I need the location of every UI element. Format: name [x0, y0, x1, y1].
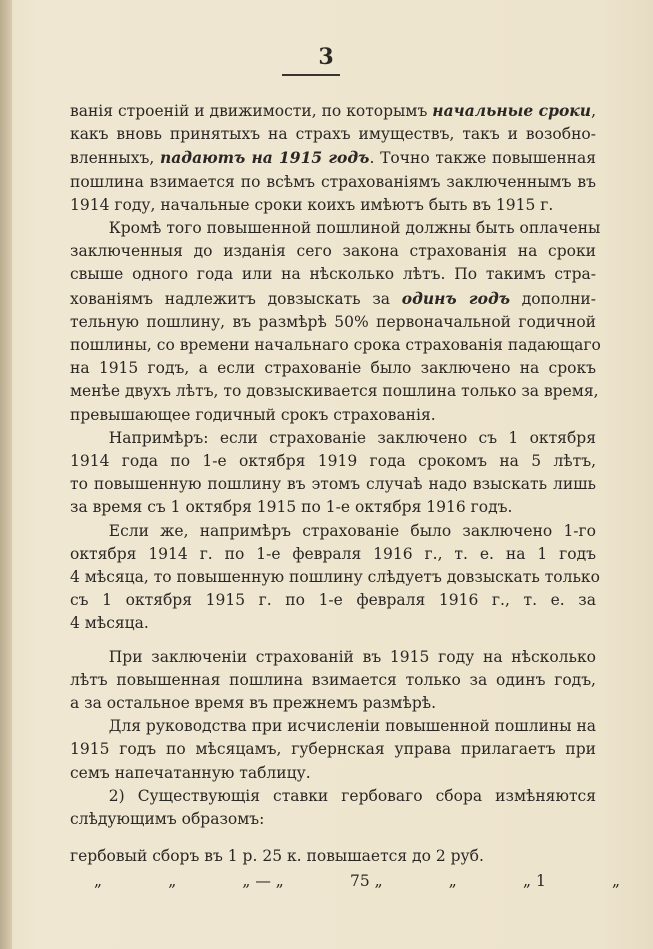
text-line: а за остальное время въ прежнемъ размѣрѣ. — [70, 694, 437, 713]
text-line: свыше одного года или на нѣсколько лѣтъ. По такимъ стра- — [70, 265, 596, 284]
body-text — [70, 99, 601, 831]
paragraph — [70, 217, 601, 427]
ditto-mark: 75 „ — [349, 872, 383, 890]
page-binding-edge — [0, 0, 12, 949]
text-line: 1914 году, начальные сроки коихъ имѣютъ быть въ 1915 г. — [70, 195, 554, 214]
text-line: то повышенную пошлину въ этомъ случаѣ надо взыскать лишь — [70, 475, 596, 494]
emphasized-text: падаютъ на 1915 годъ — [159, 148, 370, 168]
paragraph — [70, 520, 600, 636]
ditto-mark: „ — [94, 872, 103, 890]
text-line: слѣдующимъ образомъ: — [70, 810, 265, 829]
text-line: Для руководства при исчисленіи повышенной пошлины на — [70, 717, 597, 736]
ditto-mark: „ 1 — [522, 872, 546, 890]
text-line: превышающее годичный срокъ страхованія. — [70, 405, 436, 424]
text-line: какъ вновь принятыхъ на страхъ имуществъ, такъ и возобно- — [70, 125, 596, 144]
text-line: заключенныя до изданія сего закона страхованія на сроки — [70, 242, 596, 261]
text-line: съ 1 октября 1915 г. по 1-е февраля 1916 г., т. е. за — [70, 591, 596, 610]
text-line: 4 мѣсяца. — [70, 614, 149, 633]
text-line: семъ напечатанную таблицу. — [70, 763, 311, 782]
paragraph — [70, 785, 596, 831]
ditto-mark: „ — [611, 872, 620, 890]
fee-table-row: гербовый сборъ въ 1 р. 25 к. повышается до 2 руб. — [70, 847, 484, 865]
text-line: тельную пошлину, въ размѣрѣ 50% первоначальной годичной — [70, 312, 596, 331]
text-line: октября 1914 г. по 1-е февраля 1916 г., т. е. на 1 годъ — [70, 544, 596, 563]
paragraph — [70, 427, 596, 520]
text-line: пошлины, со времени начальнаго срока страхованія падающаго — [70, 336, 601, 355]
text-line: вленныхъ, падаютъ на 1915 годъ. Точно также повышенная — [70, 148, 596, 168]
text-line: При заключеніи страхованій въ 1915 году на нѣсколько — [70, 647, 596, 666]
text-line: Кромѣ того повышенной пошлиной должны быть оплачены — [70, 219, 601, 238]
text-line: Напримѣръ: если страхованіе заключено съ 1 октября — [70, 428, 596, 447]
page-number: 3 — [318, 44, 335, 70]
paragraph — [70, 99, 596, 217]
paragraph — [70, 715, 596, 785]
ditto-mark: „ — „ — [242, 872, 284, 890]
text-line: 2) Существующія ставки гербоваго сбора измѣняются — [70, 786, 596, 805]
text-line: хованіямъ надлежитъ довзыскать за одинъ годъ дополни- — [70, 288, 596, 308]
ditto-mark: „ — [448, 872, 457, 890]
emphasized-text: одинъ годъ — [401, 288, 510, 308]
emphasized-text: начальные сроки — [432, 101, 592, 120]
paragraph — [70, 646, 596, 716]
text-line: Если же, напримѣръ страхованіе было заключено 1-го — [70, 521, 596, 540]
fee-table-ditto-row — [70, 872, 650, 890]
text-line: 1915 годъ по мѣсяцамъ, губернская управа прилагаетъ при — [70, 740, 596, 759]
page-number-rule — [282, 74, 340, 76]
text-line: лѣтъ повышенная пошлина взимается только за одинъ годъ, — [70, 670, 596, 689]
text-line: менѣе двухъ лѣтъ, то довзыскивается пошлина только за время, — [70, 382, 599, 401]
text-line: 1914 года по 1-е октября 1919 года срокомъ на 5 лѣтъ, — [70, 452, 596, 471]
text-line: 4 мѣсяца, то повышенную пошлину слѣдуетъ довзыскать только — [70, 568, 600, 587]
text-line: за время съ 1 октября 1915 по 1-е октября 1916 годъ. — [70, 498, 513, 517]
ditto-mark: „ — [168, 872, 177, 890]
text-line: на 1915 годъ, а если страхованіе было заключено на срокъ — [70, 359, 596, 378]
text-line: пошлина взимается по всѣмъ страхованіямъ заключеннымъ въ — [70, 172, 596, 191]
text-line: ванія строеній и движимости, по которымъ начальные сроки, — [70, 101, 596, 120]
